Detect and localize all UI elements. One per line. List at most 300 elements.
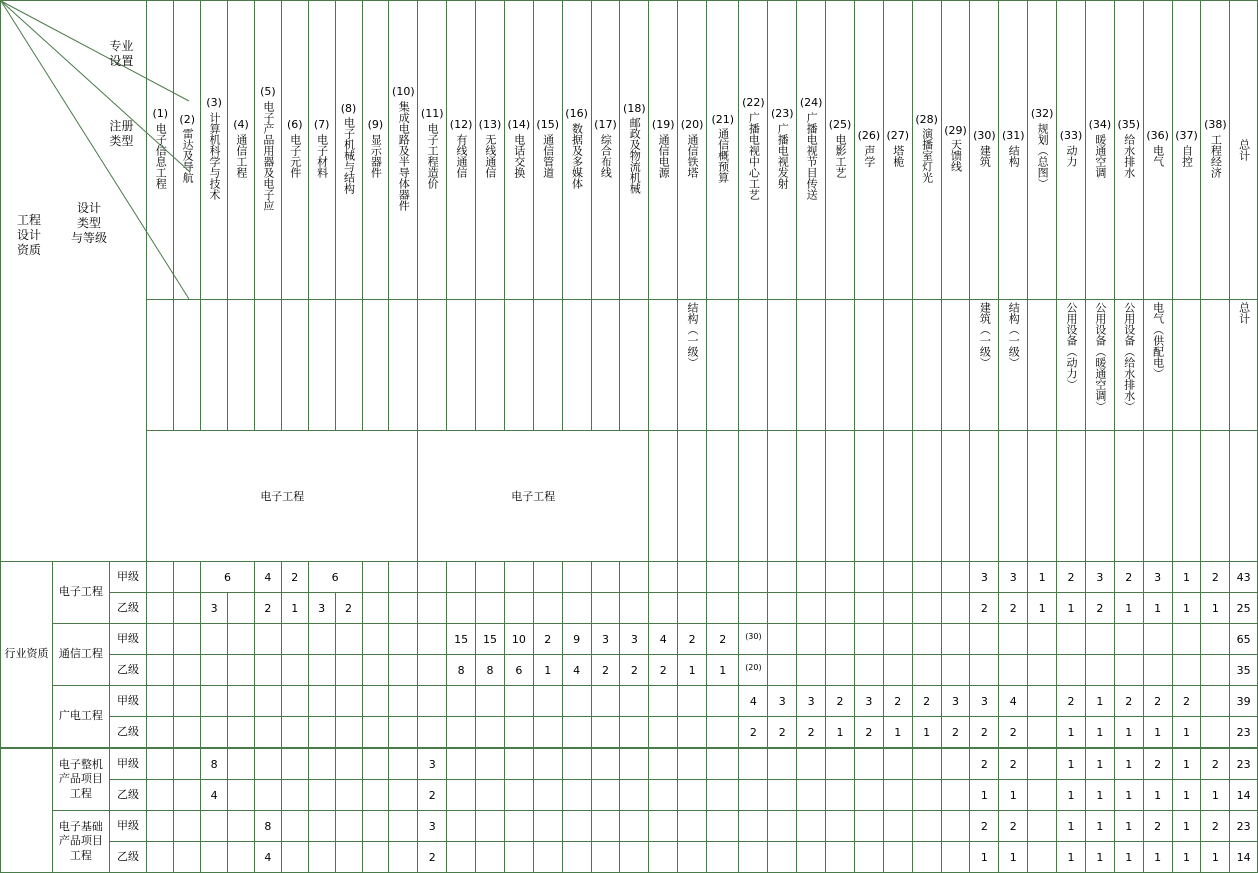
value-cell — [476, 780, 505, 811]
value-cell — [174, 748, 201, 780]
value-cell — [562, 780, 591, 811]
column-code: (30) — [973, 129, 996, 143]
value-cell — [562, 562, 591, 593]
grade-label: 乙级 — [109, 717, 147, 749]
value-cell — [228, 811, 255, 842]
value-cell — [335, 717, 362, 749]
value-cell — [418, 562, 447, 593]
value-cell — [362, 686, 389, 717]
register-type-10 — [389, 300, 418, 431]
value-cell: 2 — [1057, 686, 1086, 717]
register-type-31: 结构（一级） — [999, 300, 1028, 431]
value-cell — [1114, 655, 1143, 686]
value-cell: 1 — [1085, 717, 1114, 749]
value-cell — [201, 842, 228, 873]
value-cell: 2 — [533, 624, 562, 655]
column-header-39: 总计 — [1230, 1, 1258, 300]
column-header-8: (8) 电子机械与结构 — [335, 1, 362, 300]
register-type-6 — [281, 300, 308, 431]
value-cell — [912, 655, 941, 686]
value-cell: 43 — [1230, 562, 1258, 593]
value-cell — [591, 593, 620, 624]
value-cell — [562, 593, 591, 624]
value-cell — [533, 717, 562, 749]
value-cell: 1 — [1057, 842, 1086, 873]
column-code: (32) — [1030, 107, 1054, 121]
value-cell — [201, 717, 228, 749]
value-cell: 3 — [308, 593, 335, 624]
value-cell: 2 — [854, 717, 883, 749]
value-cell: 8 — [476, 655, 505, 686]
value-cell — [1028, 686, 1057, 717]
register-type-17 — [591, 300, 620, 431]
value-cell — [389, 624, 418, 655]
value-cell — [678, 748, 707, 780]
register-type-33: 公用设备（动力） — [1057, 300, 1086, 431]
column-code: (1) — [152, 107, 169, 121]
specialty-group-empty — [999, 431, 1028, 562]
data-row — [1, 717, 1258, 749]
column-code: (31) — [1001, 129, 1025, 143]
value-cell: 1 — [1085, 686, 1114, 717]
value-cell — [678, 811, 707, 842]
value-cell — [797, 624, 826, 655]
value-cell — [854, 811, 883, 842]
value-cell: 6 — [201, 562, 255, 593]
value-cell — [941, 748, 970, 780]
value-cell — [1028, 842, 1057, 873]
value-cell: 2 — [999, 748, 1028, 780]
value-cell — [883, 624, 912, 655]
value-cell — [174, 717, 201, 749]
value-cell: 6 — [504, 655, 533, 686]
value-cell — [768, 624, 797, 655]
value-cell — [1028, 624, 1057, 655]
value-cell — [883, 780, 912, 811]
value-cell — [1172, 655, 1201, 686]
value-cell — [147, 686, 174, 717]
value-cell — [649, 717, 678, 749]
value-cell — [174, 811, 201, 842]
column-header-33: (33) 动力 — [1057, 1, 1086, 300]
value-cell — [308, 748, 335, 780]
value-cell: 1 — [1057, 748, 1086, 780]
value-cell — [941, 624, 970, 655]
column-header-1: (1) 电子信息工程 — [147, 1, 174, 300]
value-cell: 2 — [826, 686, 855, 717]
value-cell — [533, 780, 562, 811]
value-cell: 1 — [1143, 593, 1172, 624]
value-cell: 1 — [1172, 562, 1201, 593]
value-cell — [620, 562, 649, 593]
value-cell — [797, 593, 826, 624]
value-cell — [362, 780, 389, 811]
value-cell — [281, 842, 308, 873]
data-row — [1, 780, 1258, 811]
value-cell — [147, 593, 174, 624]
value-cell: 1 — [826, 717, 855, 749]
column-header-28: (28) 演播室灯光 — [912, 1, 941, 300]
value-cell — [883, 593, 912, 624]
value-cell — [147, 780, 174, 811]
column-code: (2) — [179, 112, 195, 126]
value-cell — [707, 717, 739, 749]
value-cell — [362, 655, 389, 686]
value-cell: 2 — [970, 717, 999, 749]
value-cell: (30) — [739, 624, 768, 655]
column-code: (27) — [886, 129, 910, 143]
register-type-30: 建筑（一级） — [970, 300, 999, 431]
value-cell: 2 — [1143, 686, 1172, 717]
column-header-23: (23) 广播电视发射 — [768, 1, 797, 300]
value-cell — [707, 811, 739, 842]
register-type-28 — [912, 300, 941, 431]
value-cell — [826, 842, 855, 873]
value-cell: 1 — [1085, 811, 1114, 842]
register-type-36: 电气（供配电） — [1143, 300, 1172, 431]
value-cell: 2 — [678, 624, 707, 655]
column-code: (20) — [680, 118, 704, 132]
specialty-group-empty — [1085, 431, 1114, 562]
value-cell — [533, 562, 562, 593]
column-header-13: (13) 无线通信 — [476, 1, 505, 300]
value-cell: 2 — [418, 842, 447, 873]
value-cell: 25 — [1230, 593, 1258, 624]
value-cell — [678, 686, 707, 717]
data-row — [1, 655, 1258, 686]
value-cell — [335, 811, 362, 842]
register-type-9 — [362, 300, 389, 431]
value-cell — [476, 811, 505, 842]
value-cell — [174, 655, 201, 686]
value-cell — [1085, 655, 1114, 686]
value-cell — [281, 624, 308, 655]
value-cell: 2 — [418, 780, 447, 811]
value-cell — [678, 780, 707, 811]
value-cell — [228, 686, 255, 717]
value-cell: 1 — [1114, 780, 1143, 811]
value-cell: 4 — [562, 655, 591, 686]
column-header-22: (22) 广播电视中心工艺 — [739, 1, 768, 300]
value-cell: 6 — [308, 562, 362, 593]
value-cell — [362, 562, 389, 593]
column-header-5: (5) 电子产品用器及电子应 — [254, 1, 281, 300]
data-row — [1, 748, 1258, 780]
value-cell — [912, 811, 941, 842]
value-cell — [174, 686, 201, 717]
value-cell — [254, 748, 281, 780]
value-cell — [999, 624, 1028, 655]
value-cell — [147, 562, 174, 593]
value-cell — [504, 748, 533, 780]
specialty-group: 电子工程 — [147, 431, 418, 562]
value-cell: 1 — [912, 717, 941, 749]
value-cell: 3 — [418, 748, 447, 780]
value-cell: 1 — [1172, 842, 1201, 873]
value-cell — [826, 624, 855, 655]
value-cell — [826, 593, 855, 624]
value-cell — [1172, 624, 1201, 655]
value-cell: 10 — [504, 624, 533, 655]
value-cell — [174, 624, 201, 655]
value-cell — [649, 748, 678, 780]
value-cell — [883, 562, 912, 593]
value-cell — [1143, 655, 1172, 686]
value-cell: 8 — [447, 655, 476, 686]
column-code: (24) — [799, 96, 823, 110]
column-code: (3) — [206, 96, 222, 110]
value-cell: 2 — [1057, 562, 1086, 593]
register-type-15 — [533, 300, 562, 431]
specialty-group-empty — [1230, 431, 1258, 562]
specialty-group-empty — [1143, 431, 1172, 562]
register-type-4 — [228, 300, 255, 431]
value-cell — [941, 593, 970, 624]
value-cell — [826, 655, 855, 686]
value-cell: 3 — [941, 686, 970, 717]
value-cell — [147, 624, 174, 655]
value-cell — [854, 655, 883, 686]
value-cell: 14 — [1230, 842, 1258, 873]
register-type-23 — [768, 300, 797, 431]
section-label: 行业资质 — [1, 562, 53, 749]
value-cell — [147, 655, 174, 686]
value-cell — [476, 593, 505, 624]
register-type-38 — [1201, 300, 1230, 431]
column-header-20: (20) 通信铁塔 — [678, 1, 707, 300]
value-cell — [1143, 624, 1172, 655]
value-cell: 2 — [335, 593, 362, 624]
specialty-group-empty — [826, 431, 855, 562]
value-cell — [854, 562, 883, 593]
value-cell — [504, 562, 533, 593]
corner-specialty-label: 专业 设置 — [109, 39, 134, 68]
value-cell — [591, 748, 620, 780]
column-header-31: (31) 结构 — [999, 1, 1028, 300]
value-cell — [504, 811, 533, 842]
value-cell — [562, 842, 591, 873]
specialty-group-empty — [797, 431, 826, 562]
column-header-27: (27) 塔桅 — [883, 1, 912, 300]
value-cell — [768, 748, 797, 780]
value-cell: 3 — [1085, 562, 1114, 593]
value-cell — [281, 717, 308, 749]
data-row — [1, 624, 1258, 655]
value-cell: 2 — [1201, 748, 1230, 780]
value-cell — [201, 811, 228, 842]
value-cell: 1 — [1057, 593, 1086, 624]
value-cell: 4 — [649, 624, 678, 655]
value-cell — [707, 748, 739, 780]
value-cell: 2 — [941, 717, 970, 749]
value-cell — [649, 811, 678, 842]
value-cell: 1 — [1057, 780, 1086, 811]
value-cell — [335, 624, 362, 655]
value-cell: 2 — [1172, 686, 1201, 717]
value-cell — [254, 624, 281, 655]
register-type-34: 公用设备（暖通空调） — [1085, 300, 1114, 431]
value-cell: 4 — [254, 562, 281, 593]
value-cell — [649, 593, 678, 624]
column-header-25: (25) 电影工艺 — [826, 1, 855, 300]
value-cell: 35 — [1230, 655, 1258, 686]
specialty-group-empty — [1057, 431, 1086, 562]
value-cell — [649, 562, 678, 593]
column-header-38: (38) 工程经济 — [1201, 1, 1230, 300]
value-cell: 1 — [1085, 748, 1114, 780]
column-header-9: (9) 显示器件 — [362, 1, 389, 300]
column-code — [1230, 135, 1257, 137]
column-header-2: (2) 雷达及导航 — [174, 1, 201, 300]
column-header-3: (3) 计算机科学与技术 — [201, 1, 228, 300]
register-type-27 — [883, 300, 912, 431]
value-cell — [826, 748, 855, 780]
grade-label: 甲级 — [109, 562, 147, 593]
value-cell — [854, 593, 883, 624]
value-cell: 1 — [1114, 748, 1143, 780]
specialty-group-empty — [707, 431, 739, 562]
value-cell — [620, 717, 649, 749]
value-cell: 1 — [1085, 780, 1114, 811]
value-cell: 1 — [1172, 593, 1201, 624]
value-cell — [1201, 655, 1230, 686]
value-cell — [620, 780, 649, 811]
value-cell — [418, 717, 447, 749]
register-type-32 — [1028, 300, 1057, 431]
value-cell — [418, 624, 447, 655]
value-cell — [707, 686, 739, 717]
value-cell — [912, 593, 941, 624]
value-cell: 2 — [254, 593, 281, 624]
value-cell: 2 — [739, 717, 768, 749]
column-code: (36) — [1146, 129, 1169, 143]
value-cell — [797, 811, 826, 842]
value-cell: 1 — [1172, 811, 1201, 842]
value-cell — [308, 655, 335, 686]
value-cell — [389, 562, 418, 593]
value-cell — [228, 717, 255, 749]
value-cell: 8 — [254, 811, 281, 842]
value-cell — [562, 717, 591, 749]
value-cell — [533, 811, 562, 842]
value-cell — [504, 593, 533, 624]
column-header-26: (26) 声学 — [854, 1, 883, 300]
value-cell: 3 — [970, 562, 999, 593]
design-type-label: 电子基础产品项目工程 — [53, 811, 110, 873]
value-cell — [389, 842, 418, 873]
value-cell — [797, 562, 826, 593]
value-cell — [228, 842, 255, 873]
value-cell — [389, 811, 418, 842]
value-cell: 15 — [447, 624, 476, 655]
value-cell — [1201, 717, 1230, 749]
column-code: (28) — [915, 112, 938, 126]
value-cell — [447, 780, 476, 811]
value-cell: 2 — [649, 655, 678, 686]
value-cell: 1 — [1114, 717, 1143, 749]
value-cell — [389, 655, 418, 686]
value-cell — [147, 717, 174, 749]
value-cell — [504, 717, 533, 749]
value-cell — [504, 842, 533, 873]
value-cell: 1 — [1143, 717, 1172, 749]
header-row-specialty — [1, 1, 1258, 300]
specialty-group-empty — [941, 431, 970, 562]
value-cell: 2 — [768, 717, 797, 749]
value-cell — [649, 686, 678, 717]
value-cell — [883, 811, 912, 842]
value-cell: 2 — [970, 811, 999, 842]
register-type-29 — [941, 300, 970, 431]
value-cell — [533, 842, 562, 873]
column-header-32: (32) 规划（总图） — [1028, 1, 1057, 300]
value-cell — [447, 562, 476, 593]
value-cell — [768, 655, 797, 686]
column-header-10: (10) 集成电路及半导体器件 — [389, 1, 418, 300]
value-cell — [447, 686, 476, 717]
value-cell — [281, 811, 308, 842]
value-cell: 2 — [620, 655, 649, 686]
value-cell: 23 — [1230, 811, 1258, 842]
value-cell: 2 — [591, 655, 620, 686]
value-cell — [447, 717, 476, 749]
value-cell — [797, 842, 826, 873]
specialty-group-empty — [1114, 431, 1143, 562]
value-cell — [174, 842, 201, 873]
register-type-25 — [826, 300, 855, 431]
value-cell: 2 — [999, 593, 1028, 624]
column-header-7: (7) 电子材料 — [308, 1, 335, 300]
value-cell — [308, 811, 335, 842]
value-cell: 4 — [201, 780, 228, 811]
value-cell — [797, 780, 826, 811]
value-cell — [797, 655, 826, 686]
value-cell — [174, 593, 201, 624]
value-cell — [308, 717, 335, 749]
value-cell: 1 — [678, 655, 707, 686]
value-cell — [768, 811, 797, 842]
column-code: (5) — [260, 85, 276, 99]
value-cell — [335, 748, 362, 780]
column-header-6: (6) 电子元件 — [281, 1, 308, 300]
value-cell — [201, 686, 228, 717]
value-cell — [591, 717, 620, 749]
register-type-1 — [147, 300, 174, 431]
value-cell: 14 — [1230, 780, 1258, 811]
column-code: (8) — [340, 101, 357, 115]
value-cell: 2 — [1201, 811, 1230, 842]
value-cell — [883, 655, 912, 686]
design-type-label: 电子工程 — [53, 562, 110, 624]
value-cell — [941, 780, 970, 811]
column-code: (4) — [233, 118, 249, 132]
value-cell — [1028, 655, 1057, 686]
value-cell: 3 — [1143, 562, 1172, 593]
value-cell: 1 — [1201, 593, 1230, 624]
value-cell — [707, 780, 739, 811]
value-cell — [418, 655, 447, 686]
value-cell: 3 — [591, 624, 620, 655]
value-cell: 65 — [1230, 624, 1258, 655]
value-cell: 1 — [1114, 842, 1143, 873]
value-cell: 9 — [562, 624, 591, 655]
register-type-7 — [308, 300, 335, 431]
data-row — [1, 842, 1258, 873]
value-cell: 1 — [1172, 748, 1201, 780]
value-cell — [591, 562, 620, 593]
specialty-group-empty — [1028, 431, 1057, 562]
grade-label: 甲级 — [109, 686, 147, 717]
